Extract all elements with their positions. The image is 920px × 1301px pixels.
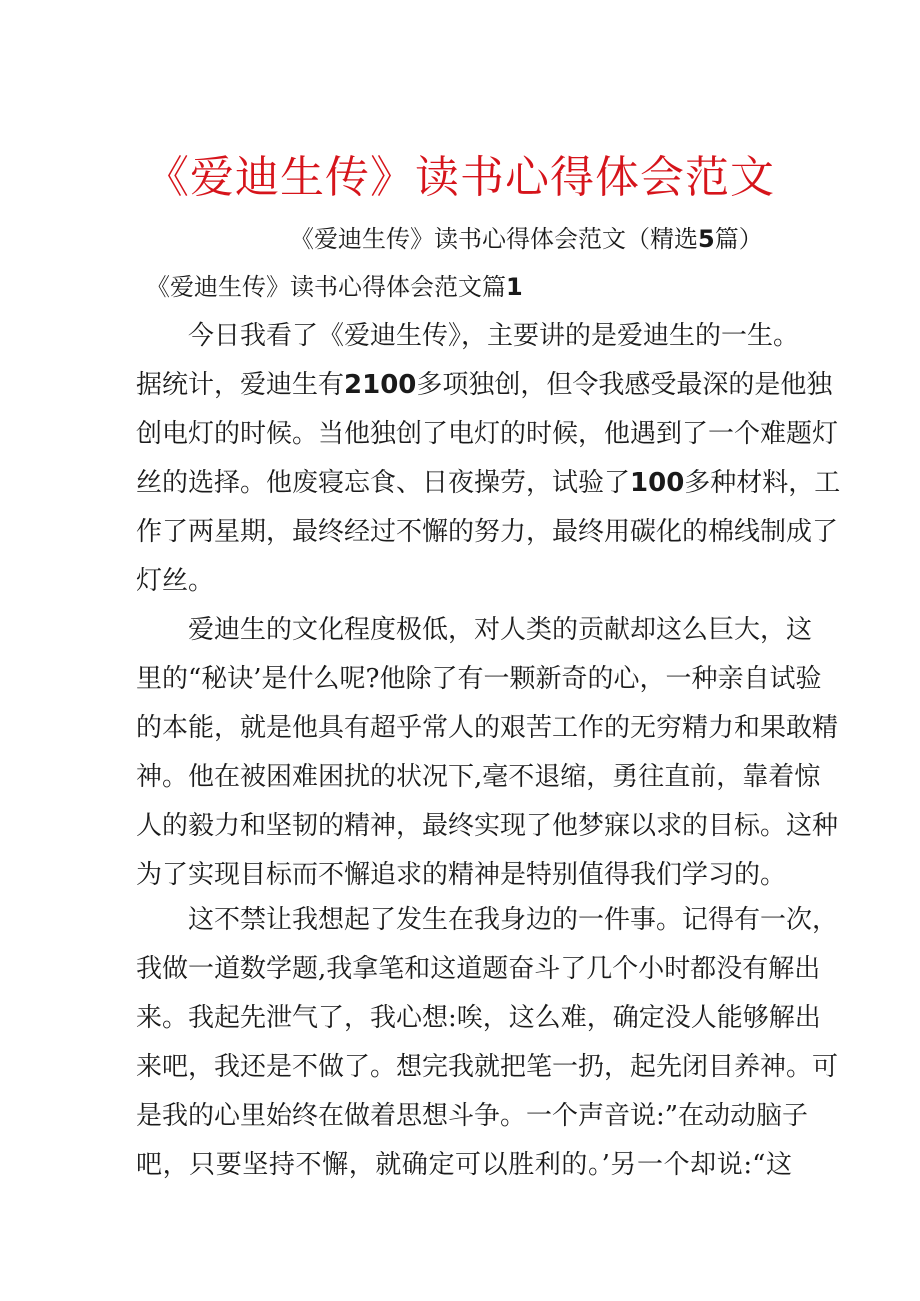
number-text: 5 xyxy=(698,225,715,253)
paragraph-1 xyxy=(136,312,841,606)
paragraph-line: 神。他在被困难困扰的状况下,毫不退缩，勇往直前，靠着惊 xyxy=(136,762,821,792)
paragraph-line: 今日我看了《爱迪生传》，主要讲的是爱迪生的一生。 xyxy=(188,321,800,351)
paragraph-line: 灯丝。 xyxy=(136,566,215,596)
document-subtitle: 《爱迪生传》读书心得体会范文（精选5篇） xyxy=(290,225,763,253)
number-text: 1 xyxy=(506,273,523,301)
section-heading: 《爱迪生传》读书心得体会范文篇1 xyxy=(146,273,523,301)
paragraph-line: 里的“秘诀’是什么呢?他除了有一颗新奇的心，一种亲自试验 xyxy=(136,664,822,694)
paragraph-line: 丝的选择。他废寝忘食、日夜操劳，试验了100多种材料，工 xyxy=(136,468,841,498)
document-title: 《爱迪生传》读书心得体会范文 xyxy=(145,152,775,203)
paragraph-line: 是我的心里始终在做着思想斗争。一个声音说:”在动动脑子 xyxy=(136,1101,809,1131)
paragraph-line: 人的毅力和坚韧的精神，最终实现了他梦寐以求的目标。这种 xyxy=(136,811,839,841)
paragraph-line: 这不禁让我想起了发生在我身边的一件事。记得有一次， xyxy=(188,905,839,935)
paragraph-line: 据统计，爱迪生有2100多项独创，但令我感受最深的是他独 xyxy=(136,370,833,400)
number-text: 2100 xyxy=(344,370,417,400)
number-text: 100 xyxy=(630,468,685,498)
paragraph-line: 吧，只要坚持不懈，就确定可以胜利的。’另一个却说:“这 xyxy=(136,1150,792,1180)
paragraph-line: 来吧，我还是不做了。想完我就把笔一扔，起先闭目养神。可 xyxy=(136,1052,839,1082)
paragraph-line: 我做一道数学题,我拿笔和这道题奋斗了几个小时都没有解出 xyxy=(136,954,821,984)
paragraph-line: 为了实现目标而不懈追求的精神是特别值得我们学习的。 xyxy=(136,860,787,890)
paragraph-line: 创电灯的时候。当他独创了电灯的时候，他遇到了一个难题灯 xyxy=(136,419,839,449)
paragraph-3 xyxy=(136,896,839,1190)
paragraph-2 xyxy=(136,606,839,900)
paragraph-line: 来。我起先泄气了，我心想:唉，这么难，确定没人能够解出 xyxy=(136,1003,821,1033)
paragraph-line: 的本能，就是他具有超乎常人的艰苦工作的无穷精力和果敢精 xyxy=(136,713,839,743)
paragraph-line: 作了两星期，最终经过不懈的努力，最终用碳化的棉线制成了 xyxy=(136,517,839,547)
paragraph-line: 爱迪生的文化程度极低，对人类的贡献却这么巨大，这 xyxy=(188,615,813,645)
